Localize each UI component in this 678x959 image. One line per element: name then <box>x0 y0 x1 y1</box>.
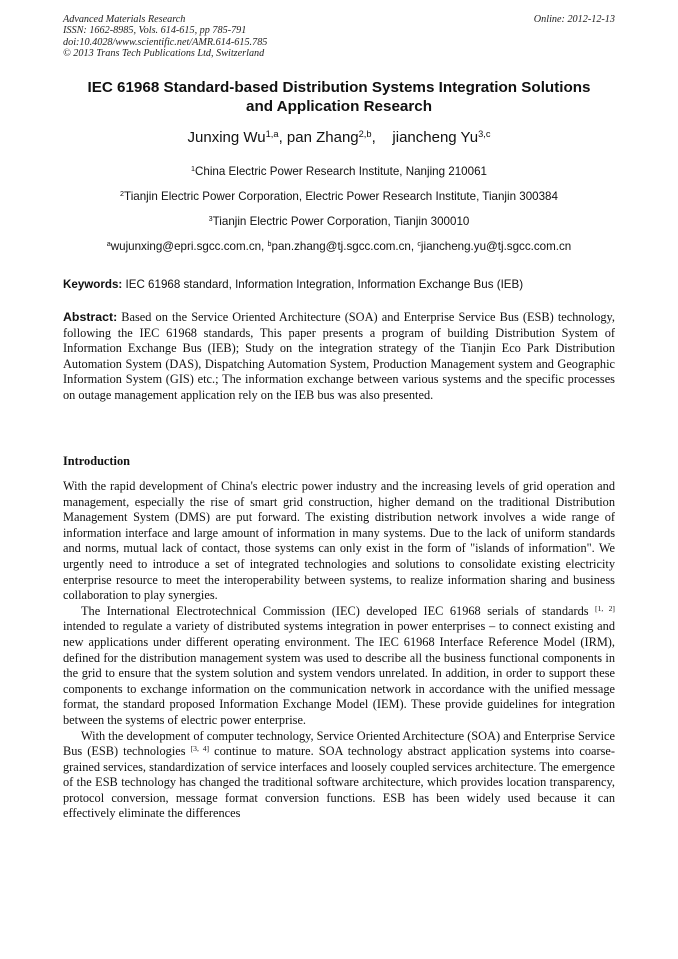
journal-name: Advanced Materials Research <box>63 14 186 25</box>
citation: [3, 4] <box>190 744 210 754</box>
email-superscript: a <box>106 239 111 249</box>
copyright-line: © 2013 Trans Tech Publications Ltd, Switzerland <box>63 48 265 60</box>
abstract-label: Abstract: <box>63 310 118 324</box>
author-name: pan Zhang <box>286 129 359 146</box>
keywords-label: Keywords: <box>63 278 123 291</box>
keywords-text: IEC 61968 standard, Information Integration, Information Exchange Bus (IEB) <box>122 278 524 291</box>
paragraph <box>63 729 615 823</box>
paragraph-text: The International Electrotechnical Commission (IEC) developed IEC 61968 serials of standards <box>81 603 596 618</box>
author-name: jiancheng Yu <box>392 129 479 146</box>
affiliation <box>40 215 638 229</box>
citation: [1, 2] <box>595 603 615 613</box>
issn-line: ISSN: 1662-8985, Vols. 614-615, pp 785-791 <box>63 25 247 37</box>
author-name: Junxing Wu <box>187 129 266 146</box>
title-line-1: IEC 61968 Standard-based Distribution Systems Integration Solutions <box>87 79 591 96</box>
paragraph-text: intended to regulate a variety of distributed systems integration in power enterprises – to connect existing and new applications under different operating environment. The IEC 61968 Interface Reference Model (IRM), defined for the distribution management system was used to describe all the business functional components in the grid to ensure that the system solution and system vendors unrelated. In addition, in order to support these components to exchange information on the communication network in accordance with the unified message format, the standard proposed Information Exchange Model (IEM). These provide guidelines for integration between the systems of electric power enterprise. <box>63 603 622 727</box>
email-text: wujunxing@epri.sgcc.com.cn, <box>110 240 268 253</box>
email-text: pan.zhang@tj.sgcc.com.cn, <box>271 240 418 253</box>
author-superscript: 2,b <box>358 129 372 140</box>
author-separator: , <box>371 129 393 146</box>
online-date: Online: 2012-12-13 <box>533 14 615 25</box>
affiliation-text: Tianjin Electric Power Corporation, Electric Power Research Institute, Tianjin 300384 <box>124 190 558 203</box>
affiliation-superscript: 2 <box>120 189 125 199</box>
affiliation-text: Tianjin Electric Power Corporation, Tianjin 300010 <box>212 215 470 228</box>
paragraph-text: continue to mature. SOA technology abstract application systems into coarse-grained services, standardization of service interfaces and loosely coupled services architecture. The emergence of the ESB technology has changed the traditional software architecture, which provides location transparency, protocol conversion, message format conversion functions. ESB has been widely used because it can effectively eliminate the differences <box>63 744 615 821</box>
introduction-body <box>63 479 622 822</box>
author-list <box>63 129 615 147</box>
section-heading-introduction: Introduction <box>63 454 130 468</box>
keywords <box>63 278 615 292</box>
affiliation-text: China Electric Power Research Institute, Nanjing 210061 <box>195 165 487 178</box>
journal-header <box>63 14 615 60</box>
email-superscript: c <box>417 239 421 249</box>
author-separator: , <box>278 129 287 146</box>
paper-title <box>63 78 615 116</box>
abstract-paragraph <box>63 310 615 404</box>
abstract-text: Based on the Service Oriented Architecture (SOA) and Enterprise Service Bus (ESB) technology, following the IEC 61968 standards, This paper presents a program of building Distribution System of Information Exchange Bus (IEB); Study on the integration strategy of the Tianjin Eco Park Distribution Automation System (DAS), Dispatching Automation System, Production Management system and Geographic Information System (GIS) etc.; The information exchange between various systems and the specific processes on outage management application rely on the IEB bus was also presented. <box>63 310 615 402</box>
doi-line: doi:10.4028/www.scientific.net/AMR.614-615.785 <box>63 36 268 48</box>
affiliation <box>40 165 638 179</box>
paragraph-text: With the development of computer technology, Service Oriented Architecture (SOA) and Enterprise Service Bus (ESB) technologies <box>63 728 615 759</box>
author-emails <box>40 240 638 254</box>
email-text: jiancheng.yu@tj.sgcc.com.cn <box>420 240 572 253</box>
abstract <box>63 310 615 404</box>
affiliation-superscript: 1 <box>191 164 196 174</box>
paragraph: With the rapid development of China's electric power industry and the increasing levels of grid operation and management, especially the rise of smart grid construction, higher demand on the traditional Distribution Management System (DMS) are put forward. The existing distribution network involves a wide range of information interface and large amount of information in many systems. Due to the lack of uniform standards and norms, mutual lack of contact, those systems can only exist in the form of "islands of information". We urgently need to introduce a set of integrated technologies and solutions to consolidate existing electricity enterprise resource to meet the interoperability between systems, to realize information sharing and business collaboration to play synergies. <box>63 479 615 603</box>
title-line-2: and Application Research <box>246 98 432 115</box>
affiliation <box>40 190 638 204</box>
affiliation-superscript: 3 <box>208 214 213 224</box>
author-superscript: 3,c <box>478 129 491 140</box>
author-superscript: 1,a <box>265 129 279 140</box>
paragraph <box>63 603 622 729</box>
email-superscript: b <box>267 239 272 249</box>
